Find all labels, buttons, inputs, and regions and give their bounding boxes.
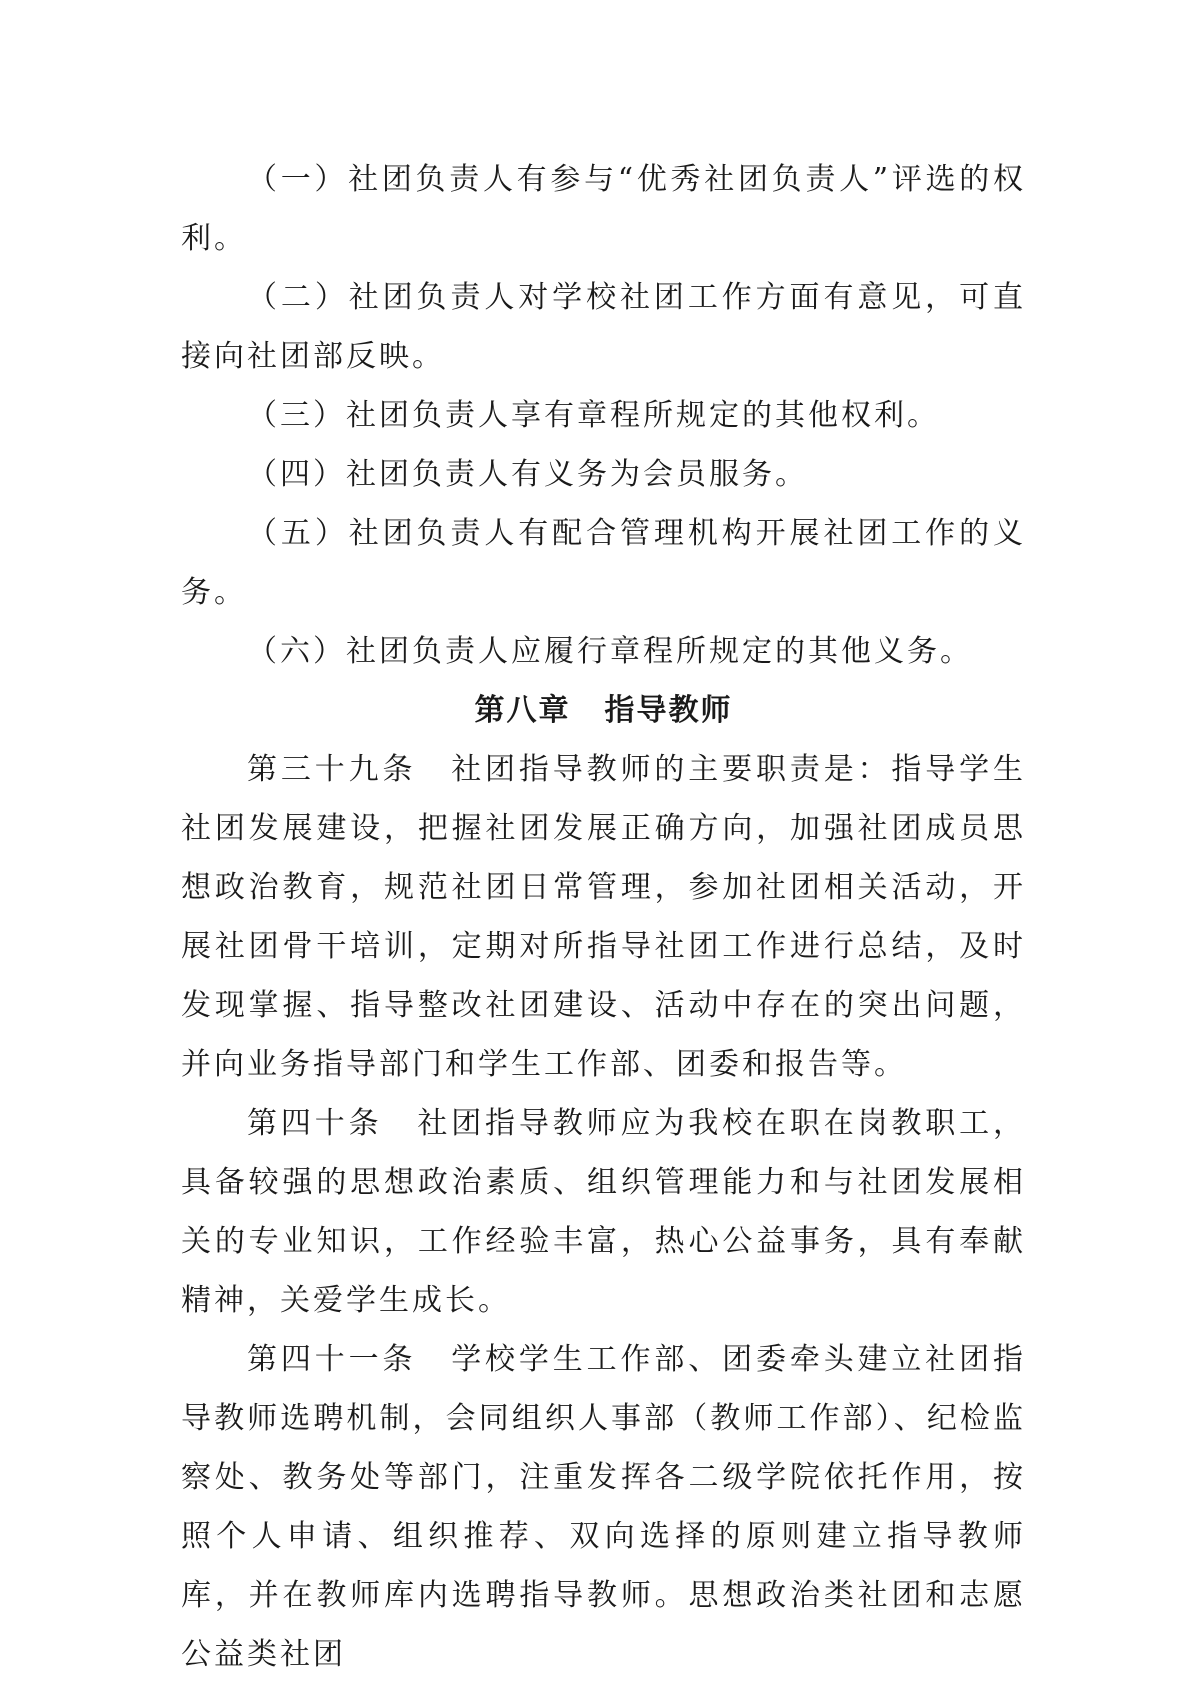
chapter-heading bbox=[181, 681, 1026, 740]
rights-item-1: （一）社团负责人有参与“优秀社团负责人”评选的权利。 bbox=[181, 162, 1026, 256]
rights-item-3: （三）社团负责人享有章程所规定的其他权利。 bbox=[247, 398, 940, 433]
document-body bbox=[181, 150, 1026, 1684]
article-40-text: 社团指导教师应为我校在职在岗教职工，具备较强的思想政治素质、组织管理能力和与社团发展相关的专业知识，工作经验丰富，热心公益事务，具有奉献精神，关爱学生成长。 bbox=[181, 1106, 1027, 1318]
article-39-text: 社团指导教师的主要职责是：指导学生社团发展建设，把握社团发展正确方向，加强社团成员思想政治教育，规范社团日常管理，参加社团相关活动，开展社团骨干培训，定期对所指导社团工作进行总结，及时发现掌握、指导整改社团建设、活动中存在的突出问题，并向业务指导部门和学生工作部、团委和报告等。 bbox=[181, 752, 1027, 1082]
rights-item-2: （二）社团负责人对学校社团工作方面有意见，可直接向社团部反映。 bbox=[181, 280, 1026, 374]
duties-item-6: （六）社团负责人应履行章程所规定的其他义务。 bbox=[247, 634, 973, 669]
chapter-title: 指导教师 bbox=[604, 693, 733, 728]
article-39 bbox=[181, 740, 1026, 1094]
article-41-label: 第四十一条 bbox=[247, 1342, 417, 1377]
article-40-label: 第四十条 bbox=[247, 1106, 383, 1141]
article-41 bbox=[181, 1330, 1026, 1684]
article-41-text: 学校学生工作部、团委牵头建立社团指导教师选聘机制，会同组织人事部（教师工作部）、纪检监察处、教务处等部门，注重发挥各二级学院依托作用，按照个人申请、组织推荐、双向选择的原则建立指导教师库，并在教师库内选聘指导教师。思想政治类社团和志愿公益类社团 bbox=[181, 1342, 1027, 1672]
duties-item-4: （四）社团负责人有义务为会员服务。 bbox=[247, 457, 808, 492]
chapter-number: 第八章 bbox=[474, 693, 571, 728]
duties-item-5: （五）社团负责人有配合管理机构开展社团工作的义务。 bbox=[181, 516, 1026, 610]
article-40 bbox=[181, 1094, 1026, 1330]
article-39-label: 第三十九条 bbox=[247, 752, 417, 787]
